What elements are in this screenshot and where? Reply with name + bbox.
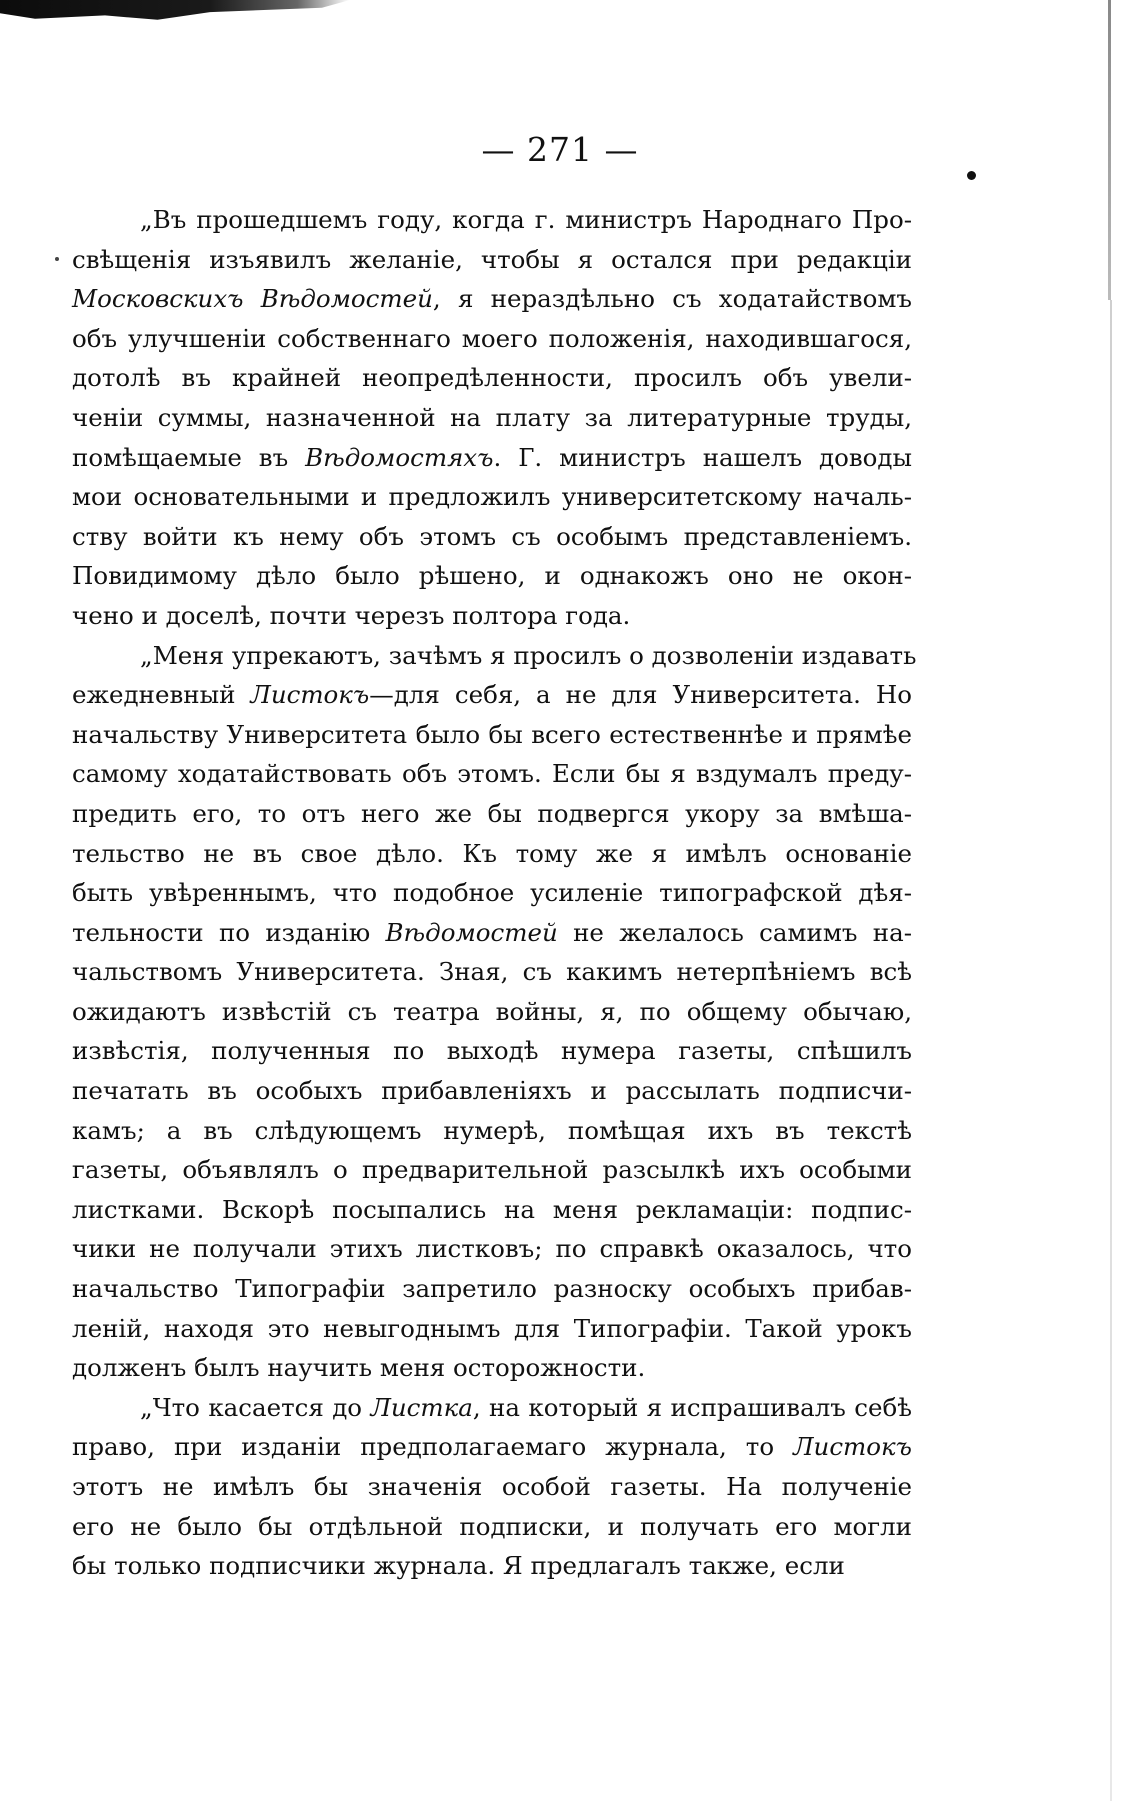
text-line: газеты, объявлялъ о предварительной разсылкѣ ихъ особыми	[72, 1155, 912, 1185]
text-line: начальство Типографіи запретило разноску особыхъ прибав-	[72, 1274, 912, 1304]
text-line: ежедневный Листокъ—для себя, а не для Университета. Но	[72, 680, 912, 710]
text-line: предить его, то отъ него же бы подвергся укору за вмѣша-	[72, 798, 912, 828]
body-text	[72, 200, 917, 1586]
text-line: бы только подписчики журнала. Я предлагалъ также, если	[72, 1551, 845, 1581]
page-number-text: — 271 —	[481, 130, 639, 169]
text-line: ству войти къ нему объ этомъ съ особымъ представленіемъ.	[72, 521, 912, 551]
text-line: тельности по изданію Вѣдомостей не желалось самимъ на-	[72, 917, 912, 947]
page-number	[0, 130, 1140, 169]
text-line: ожидаютъ извѣстій съ театра войны, я, по общему обычаю,	[72, 996, 912, 1026]
text-line: извѣстія, полученныя по выходѣ нумера газеты, спѣшилъ	[72, 1036, 912, 1066]
text-line: „Меня упрекаютъ, зачѣмъ я просилъ о дозволеніи издавать	[140, 640, 917, 670]
paragraph	[72, 636, 917, 1388]
text-line: чальствомъ Университета. Зная, съ какимъ нетерпѣніемъ всѣ	[72, 957, 912, 987]
paragraph	[72, 200, 912, 636]
text-line: Московскихъ Вѣдомостей, я нераздѣльно съ ходатайствомъ	[72, 284, 912, 314]
ink-dot	[967, 171, 976, 180]
ink-mark	[55, 257, 59, 261]
text-line: „Въ прошедшемъ году, когда г. министръ Народнаго Про-	[140, 205, 912, 234]
text-line: этотъ не имѣлъ бы значенія особой газеты. На полученіе	[72, 1472, 912, 1501]
text-line: право, при изданіи предполагаемаго журнала, то Листокъ	[72, 1432, 912, 1462]
text-line: мои основательными и предложилъ университетскому началь-	[72, 482, 912, 512]
text-line: чики не получали этихъ листковъ; по справкѣ оказалось, что	[72, 1234, 912, 1264]
text-line: помѣщаемые въ Вѣдомостяхъ. Г. министръ нашелъ доводы	[72, 442, 912, 472]
text-line: самому ходатайствовать объ этомъ. Если бы я вздумалъ преду-	[72, 759, 912, 789]
text-line: долженъ былъ научить меня осторожности.	[72, 1353, 646, 1383]
scan-edge-line-lower	[1110, 300, 1112, 1801]
text-line: листками. Вскорѣ посыпались на меня рекламаціи: подпис-	[72, 1194, 912, 1224]
text-line: „Что касается до Листка, на который я испрашивалъ себѣ	[140, 1392, 912, 1422]
text-line: ченіи суммы, назначенной на плату за литературные труды,	[72, 402, 912, 432]
text-line: тельство не въ свое дѣло. Къ тому же я имѣлъ основаніе	[72, 838, 912, 868]
text-line: печатать въ особыхъ прибавленіяхъ и рассылать подписчи-	[72, 1076, 912, 1106]
text-line: быть увѣреннымъ, что подобное усиленіе типографской дѣя-	[72, 878, 912, 908]
text-line: объ улучшеніи собственнаго моего положенія, находившагося,	[72, 323, 912, 353]
text-line: Повидимому дѣло было рѣшено, и однакожъ оно не окон-	[72, 561, 912, 591]
scan-smudge	[0, 0, 350, 22]
paragraph	[72, 1388, 912, 1586]
text-line: свѣщенія изъявилъ желаніе, чтобы я остался при редакціи	[72, 244, 912, 274]
text-line: дотолѣ въ крайней неопредѣленности, просилъ объ увели-	[72, 363, 912, 393]
text-line: камъ; а въ слѣдующемъ нумерѣ, помѣщая ихъ въ текстѣ	[72, 1115, 912, 1145]
text-line: леній, находя это невыгоднымъ для Типографіи. Такой урокъ	[72, 1313, 912, 1343]
text-line: начальству Университета было бы всего естественнѣе и прямѣе	[72, 719, 912, 749]
text-line: чено и доселѣ, почти черезъ полтора года.	[72, 600, 631, 630]
text-line: его не было бы отдѣльной подписки, и получать его могли	[72, 1511, 912, 1541]
